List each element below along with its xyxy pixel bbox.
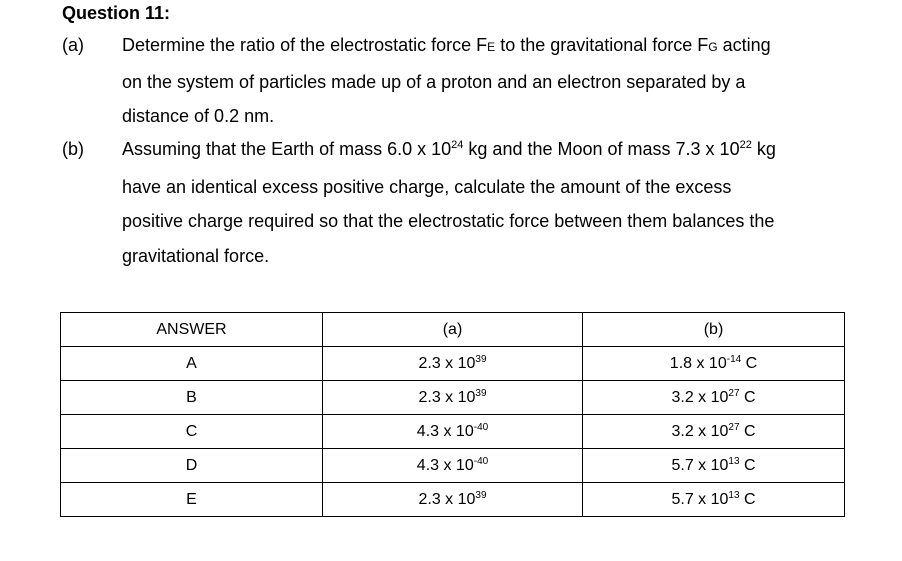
header-a: (a)	[323, 313, 583, 347]
value-a: 2.3 x $10^{39}$	[323, 483, 583, 517]
part-a-line-1: Determine the ratio of the electrostatic force FE to the gravitational force FG acting	[122, 35, 771, 55]
part-a-text	[122, 28, 862, 134]
option-label: D	[61, 449, 323, 483]
question-title: Question 11:	[62, 3, 171, 23]
part-b-label: (b)	[62, 139, 84, 159]
part-b-line-1: Assuming that the Earth of mass 6.0 x $10^{24}$ kg and the Moon of mass 7.3 x $10^{22}$ kg	[122, 139, 776, 159]
value-b: 1.8 x $10^{-14}$ C	[583, 347, 845, 381]
part-a-line-2: on the system of particles made up of a proton and an electron separated by a	[122, 71, 746, 92]
value-a: 2.3 x $10^{39}$	[323, 347, 583, 381]
answer-table-header	[61, 313, 845, 347]
table-row[interactable]	[61, 449, 845, 483]
part-a-label: (a)	[62, 35, 84, 55]
part-b-line-2: have an identical excess positive charge, calculate the amount of the excess	[122, 176, 732, 197]
table-row[interactable]	[61, 347, 845, 381]
part-b-line-4: gravitational force.	[122, 245, 270, 266]
part-a-line-3: distance of 0.2 nm.	[122, 106, 275, 126]
header-answer: ANSWER	[61, 313, 323, 347]
table-row[interactable]	[61, 415, 845, 449]
header-b: (b)	[583, 313, 845, 347]
answer-table	[60, 312, 845, 517]
option-label: B	[61, 381, 323, 415]
part-b-text	[122, 132, 862, 273]
value-b: 3.2 x $10^{27}$ C	[583, 381, 845, 415]
table-row[interactable]	[61, 483, 845, 517]
option-label: C	[61, 415, 323, 449]
value-b: 5.7 x $10^{13}$ C	[583, 483, 845, 517]
value-b: 5.7 x $10^{13}$ C	[583, 449, 845, 483]
value-b: 3.2 x $10^{27}$ C	[583, 415, 845, 449]
option-label: E	[61, 483, 323, 517]
table-row[interactable]	[61, 381, 845, 415]
option-label: A	[61, 347, 323, 381]
value-a: 2.3 x $10^{39}$	[323, 381, 583, 415]
value-a: 4.3 x $10^{-40}$	[323, 415, 583, 449]
part-b-line-3: positive charge required so that the electrostatic force between them balances the	[122, 211, 775, 231]
value-a: 4.3 x $10^{-40}$	[323, 449, 583, 483]
